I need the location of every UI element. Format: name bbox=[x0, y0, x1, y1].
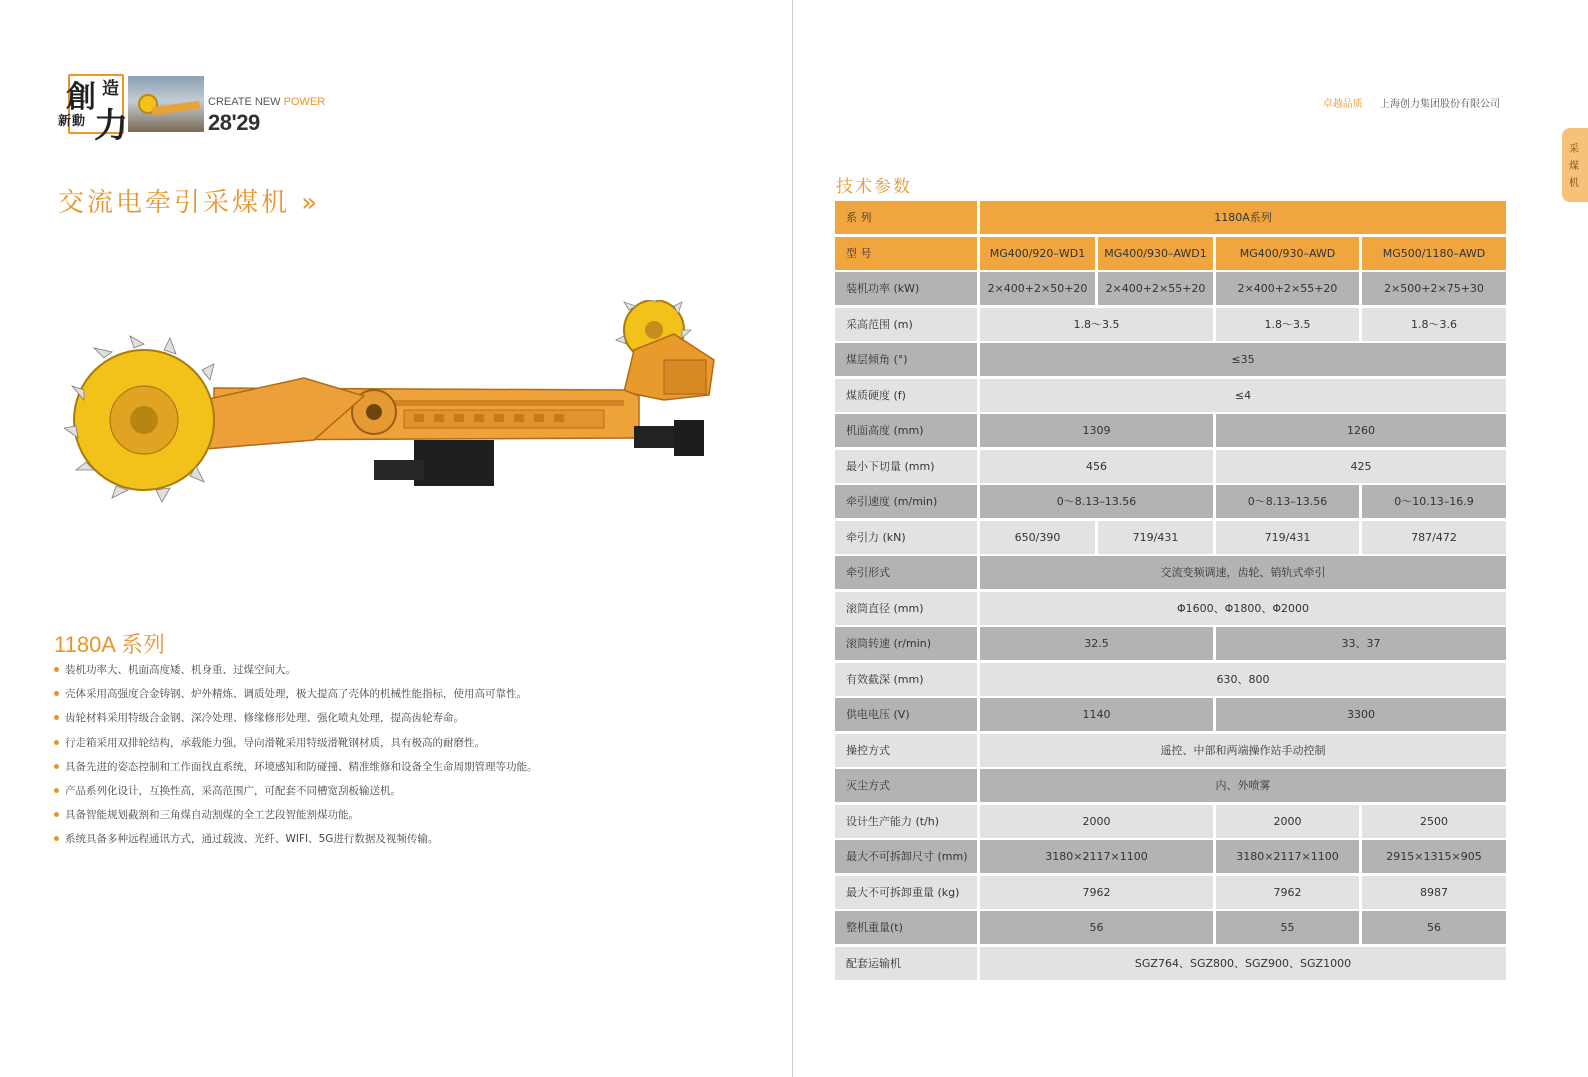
spec-row bbox=[835, 450, 1509, 483]
header-company: 上海创力集团股份有限公司 bbox=[1380, 99, 1500, 110]
spec-row bbox=[835, 556, 1509, 589]
spec-value-cell: 0～10.13–16.9 bbox=[1362, 485, 1506, 518]
logo-calligraphy: 創 造 新動 力 bbox=[58, 79, 128, 146]
spec-value-cell: 3180×2117×1100 bbox=[980, 840, 1213, 873]
spec-row-label: 操控方式 bbox=[835, 734, 977, 767]
spec-row-label: 机面高度 (mm) bbox=[835, 414, 977, 447]
header-tagline: 卓越品质 bbox=[1322, 99, 1363, 110]
spec-value-cell: 2500 bbox=[1362, 805, 1506, 838]
spec-value-cell: 1.8～3.5 bbox=[980, 308, 1213, 341]
spec-row bbox=[835, 272, 1509, 305]
logo-machine-photo bbox=[128, 76, 204, 132]
spec-value-cell: 2000 bbox=[1216, 805, 1359, 838]
spec-row-label: 最大不可拆卸尺寸 (mm) bbox=[835, 840, 977, 873]
bullet-icon bbox=[54, 812, 59, 817]
spec-row bbox=[835, 698, 1509, 731]
spec-value-cell: 1.8～3.6 bbox=[1362, 308, 1506, 341]
spec-row-label: 灭尘方式 bbox=[835, 769, 977, 802]
left-cutting-drum bbox=[64, 336, 214, 502]
spec-value-cell: MG400/930–AWD1 bbox=[1098, 237, 1213, 270]
spec-value-cell: 719/431 bbox=[1098, 521, 1213, 554]
spec-value-cell: 787/472 bbox=[1362, 521, 1506, 554]
spec-value-cell: 内、外喷雾 bbox=[980, 769, 1506, 802]
feature-list bbox=[54, 662, 538, 856]
spec-row bbox=[835, 805, 1509, 838]
spec-row-label: 型 号 bbox=[835, 237, 977, 270]
bullet-icon bbox=[54, 764, 59, 769]
spec-value-cell: 3300 bbox=[1216, 698, 1506, 731]
spec-row-label: 牵引力 (kN) bbox=[835, 521, 977, 554]
feature-item: 壳体采用高强度合金铸钢、炉外精炼、调质处理，极大提高了壳体的机械性能指标，使用高可靠性。 bbox=[54, 686, 538, 710]
spec-row bbox=[835, 769, 1509, 802]
spec-value-cell: 1260 bbox=[1216, 414, 1506, 447]
spec-value-cell: 56 bbox=[980, 911, 1213, 944]
spec-value-cell: 1140 bbox=[980, 698, 1213, 731]
spec-value-cell: 32.5 bbox=[980, 627, 1213, 660]
spec-row-label: 滚筒转速 (r/min) bbox=[835, 627, 977, 660]
series-title: 1180A 系列 bbox=[54, 632, 165, 657]
spec-value-cell: MG400/920–WD1 bbox=[980, 237, 1095, 270]
spec-value-cell: 2000 bbox=[980, 805, 1213, 838]
spec-section-title: 技术参数 bbox=[836, 177, 912, 197]
page-header bbox=[1323, 95, 1500, 110]
spec-value-cell: 2×400+2×55+20 bbox=[1098, 272, 1213, 305]
spec-value-cell: 456 bbox=[980, 450, 1213, 483]
feature-item: 具备智能规划截割和三角煤自动割煤的全工艺段智能割煤功能。 bbox=[54, 807, 538, 831]
spec-row-label: 供电电压 (V) bbox=[835, 698, 977, 731]
spec-row-label: 装机功率 (kW) bbox=[835, 272, 977, 305]
spec-row-label: 配套运输机 bbox=[835, 947, 977, 980]
spec-value-cell: 8987 bbox=[1362, 876, 1506, 909]
spec-value-cell: 719/431 bbox=[1216, 521, 1359, 554]
page-title: 交流电牵引采煤机 » bbox=[58, 188, 321, 218]
logo-tagline: CREATE NEW POWER bbox=[208, 96, 326, 108]
feature-item: 装机功率大、机面高度矮、机身重、过煤空间大。 bbox=[54, 662, 538, 686]
spec-value-cell: 2×400+2×55+20 bbox=[1216, 272, 1359, 305]
bullet-icon bbox=[54, 836, 59, 841]
side-tab-char: 机 bbox=[1569, 178, 1579, 189]
bullet-icon bbox=[54, 667, 59, 672]
spec-value-cell: 0～8.13–13.56 bbox=[1216, 485, 1359, 518]
spec-value-cell: 2×400+2×50+20 bbox=[980, 272, 1095, 305]
spec-value-cell: 630、800 bbox=[980, 663, 1506, 696]
spec-value-cell: MG500/1180–AWD bbox=[1362, 237, 1506, 270]
bullet-icon bbox=[54, 788, 59, 793]
brand-logo bbox=[58, 72, 328, 144]
right-page bbox=[792, 0, 1588, 1077]
spec-row-label: 煤层倾角 (°) bbox=[835, 343, 977, 376]
page-numbers: 28'29 bbox=[208, 110, 260, 135]
spec-row bbox=[835, 734, 1509, 767]
spec-row bbox=[835, 379, 1509, 412]
spec-value-cell: MG400/930–AWD bbox=[1216, 237, 1359, 270]
spec-value-cell: 1309 bbox=[980, 414, 1213, 447]
spec-row bbox=[835, 876, 1509, 909]
bullet-icon bbox=[54, 740, 59, 745]
spec-row-label: 牵引形式 bbox=[835, 556, 977, 589]
spec-value-cell: 1180A系列 bbox=[980, 201, 1506, 234]
spec-row-label: 滚筒直径 (mm) bbox=[835, 592, 977, 625]
spec-row-label: 有效截深 (mm) bbox=[835, 663, 977, 696]
spec-value-cell: 0～8.13–13.56 bbox=[980, 485, 1213, 518]
side-tab-char: 煤 bbox=[1569, 161, 1579, 172]
spec-row bbox=[835, 414, 1509, 447]
spec-row bbox=[835, 947, 1509, 980]
feature-item: 系统具备多种远程通讯方式，通过载波、光纤、WIFI、5G进行数据及视频传输。 bbox=[54, 831, 538, 855]
spec-row-label: 系 列 bbox=[835, 201, 977, 234]
spec-row bbox=[835, 911, 1509, 944]
spec-value-cell: 56 bbox=[1362, 911, 1506, 944]
feature-item: 齿轮材料采用特级合金钢、深冷处理、修缘修形处理、强化喷丸处理，提高齿轮寿命。 bbox=[54, 710, 538, 734]
spec-row bbox=[835, 521, 1509, 554]
spec-row bbox=[835, 627, 1509, 660]
spec-value-cell: 2×500+2×75+30 bbox=[1362, 272, 1506, 305]
spec-row bbox=[835, 663, 1509, 696]
spec-row bbox=[835, 840, 1509, 873]
spec-value-cell: 425 bbox=[1216, 450, 1506, 483]
spec-row bbox=[835, 308, 1509, 341]
spec-row-label: 最小下切量 (mm) bbox=[835, 450, 977, 483]
bullet-icon bbox=[54, 691, 59, 696]
spec-value-cell: ≤4 bbox=[980, 379, 1506, 412]
spec-value-cell: ≤35 bbox=[980, 343, 1506, 376]
spec-row bbox=[835, 485, 1509, 518]
spec-row bbox=[835, 237, 1509, 270]
left-page bbox=[0, 0, 792, 1077]
section-side-tab bbox=[1562, 128, 1588, 202]
spec-row-label: 整机重量(t) bbox=[835, 911, 977, 944]
spec-value-cell: 2915×1315×905 bbox=[1362, 840, 1506, 873]
shearer-machine-image bbox=[64, 300, 724, 510]
spec-value-cell: 遥控、中部和两端操作站手动控制 bbox=[980, 734, 1506, 767]
spec-row-label: 采高范围 (m) bbox=[835, 308, 977, 341]
side-tab-char: 采 bbox=[1569, 144, 1579, 155]
bullet-icon bbox=[54, 715, 59, 720]
spec-row bbox=[835, 343, 1509, 376]
feature-item: 行走箱采用双排轮结构，承载能力强，导向滑靴采用特级滑靴钢材质，具有极高的耐磨性。 bbox=[54, 735, 538, 759]
feature-item: 具备先进的姿态控制和工作面找直系统，环境感知和防碰撞、精准维修和设备全生命周期管理等功能。 bbox=[54, 759, 538, 783]
feature-item: 产品系列化设计，互换性高，采高范围广，可配套不同槽宽刮板输送机。 bbox=[54, 783, 538, 807]
spec-value-cell: Φ1600、Φ1800、Φ2000 bbox=[980, 592, 1506, 625]
spec-row bbox=[835, 201, 1509, 234]
spec-row-label: 煤质硬度 (f) bbox=[835, 379, 977, 412]
spec-value-cell: 55 bbox=[1216, 911, 1359, 944]
spec-row bbox=[835, 592, 1509, 625]
spec-row-label: 牵引速度 (m/min) bbox=[835, 485, 977, 518]
spec-value-cell: 650/390 bbox=[980, 521, 1095, 554]
spec-value-cell: 7962 bbox=[980, 876, 1213, 909]
spec-value-cell: SGZ764、SGZ800、SGZ900、SGZ1000 bbox=[980, 947, 1506, 980]
spec-value-cell: 3180×2117×1100 bbox=[1216, 840, 1359, 873]
spec-row-label: 最大不可拆卸重量 (kg) bbox=[835, 876, 977, 909]
spec-value-cell: 1.8～3.5 bbox=[1216, 308, 1359, 341]
spec-value-cell: 33、37 bbox=[1216, 627, 1506, 660]
spec-value-cell: 交流变频调速，齿轮、销轨式牵引 bbox=[980, 556, 1506, 589]
spec-value-cell: 7962 bbox=[1216, 876, 1359, 909]
spec-row-label: 设计生产能力 (t/h) bbox=[835, 805, 977, 838]
